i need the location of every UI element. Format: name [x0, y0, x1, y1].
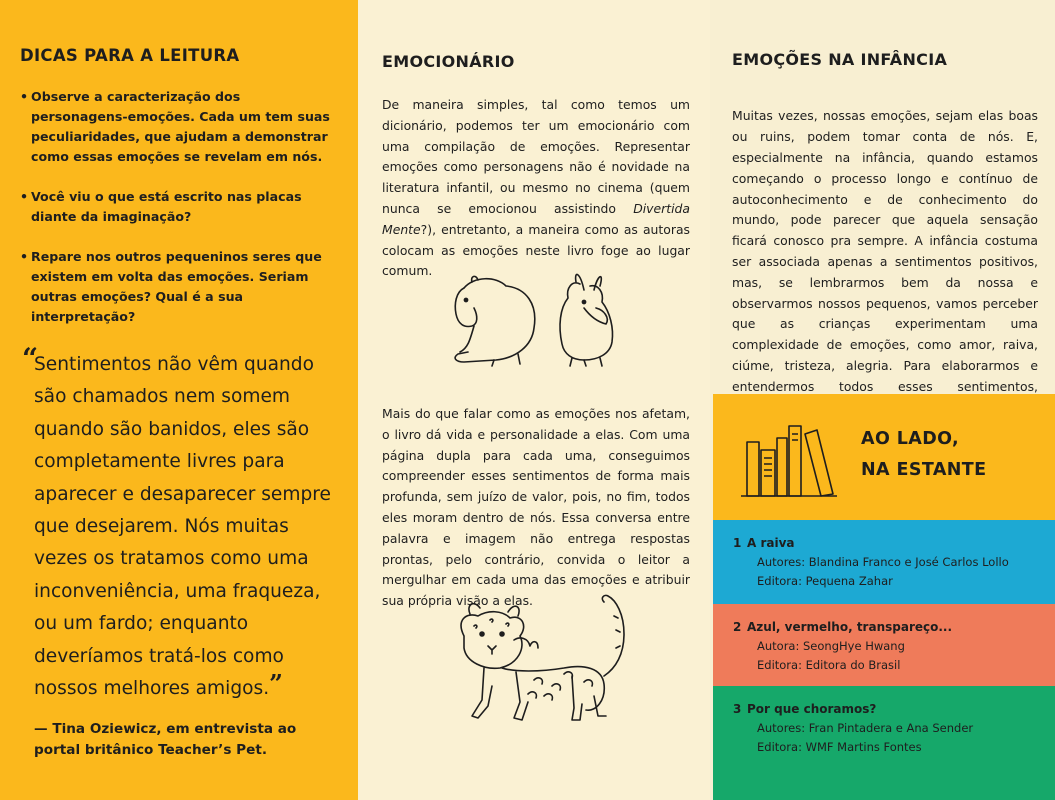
emocionario-paragraph-1 [382, 95, 690, 282]
book-item [713, 604, 1055, 686]
book-item [713, 520, 1055, 604]
quote-text: Sentimentos não vêm quando são chamados nem somem quando são banidos, eles são completamente livres para aparecer e desaparecer sempre que desejarem. Nós muitas vezes os tratamos como uma inconveniência, uma fraqueza, ou um fardo; enquanto deveríamos tratá-los como nossos melhores amigos. [34, 354, 331, 700]
quote-open-mark: “ [22, 342, 39, 375]
quote-close-mark: ” [269, 669, 283, 699]
childhood-paragraph: Muitas vezes, nossas emoções, sejam elas boas ou ruins, podem tomar conta de nós. E, especialmente na infância, quando estamos começando o processo longo e contínuo de autoconhecimento e de conhecimento do mundo, pode parecer que aquela sensação ficará conosco pra sempre. A infância costuma ser associada apenas a sentimentos positivos, mas, se lembrarmos bem da nossa e observarmos nossos pequenos, vamos perceber que as crianças experimentam uma complexidade de emoções, como amor, raiva, ciúme, tristeza, alegria. Para elaborarmos e entendermos todos esses sentimentos, [732, 108, 1038, 394]
shelf-title-line-1: AO LADO, [861, 429, 960, 449]
book-title: Por que choramos? [747, 702, 877, 716]
book-title: A raiva [747, 536, 795, 550]
panel-reading-tips [0, 0, 358, 800]
film-title: Divertida Mente [382, 200, 690, 237]
bookshelf-icon [739, 420, 839, 500]
shelf-title-line-2: NA ESTANTE [861, 460, 987, 480]
book-number: 3 [733, 702, 742, 716]
capybara-illustration [434, 262, 634, 372]
book-publisher: Editora: WMF Martins Fontes [757, 740, 922, 754]
reading-tips-title: DICAS PARA A LEITURA [20, 46, 240, 65]
quote-attribution: — Tina Oziewicz, em entrevista ao portal britânico Teacher’s Pet. [34, 721, 297, 759]
paragraph-1-end: ?), entretanto, a maneira como as autoras colocam as emoções neste livro foge ao lugar comum. [382, 221, 690, 279]
childhood-title: EMOÇÕES NA INFÂNCIA [732, 50, 948, 69]
book-authors: Autora: SeongHye Hwang [757, 639, 905, 653]
bookshelf-header [713, 394, 1055, 520]
tip-item: • Você viu o que está escrito nas placas diante da imaginação? [20, 187, 338, 227]
tips-list [20, 87, 338, 327]
emocionario-title: EMOCIONÁRIO [382, 52, 515, 71]
book-number: 1 [733, 536, 742, 550]
panel-emocionario [358, 0, 710, 800]
book-authors: Autores: Blandina Franco e José Carlos Lollo [757, 555, 1009, 569]
book-publisher: Editora: Editora do Brasil [757, 658, 901, 672]
shelf-title [861, 424, 987, 486]
panel-childhood-emotions [710, 0, 1055, 800]
tip-item: • Repare nos outros pequeninos seres que existem em volta das emoções. Seriam outras emoções? Qual é a sua interpretação? [20, 247, 338, 327]
tip-item: • Observe a caracterização dos personagens-emoções. Cada um tem suas peculiaridades, que ajudam a demonstrar como essas emoções se revelam em nós. [20, 87, 338, 167]
book-authors: Autores: Fran Pintadera e Ana Sender [757, 721, 974, 735]
book-title: Azul, vermelho, transpareço... [747, 620, 953, 634]
emocionario-paragraph-2: Mais do que falar como as emoções nos afetam, o livro dá vida e personalidade a elas. Com uma página dupla para cada uma, conseguimos compreender esses sentimentos de forma mais profunda, sem juízo de valor, pois, no fim, todos eles moram dentro de nós. Essa conversa entre palavra e imagem não entrega respostas prontas, pelo contrário, convida o leitor a mergulhar em cada uma das emoções e atribuir sua própria visão a elas. [382, 406, 690, 609]
quote-block [20, 342, 338, 705]
book-item [713, 686, 1055, 800]
jaguar-illustration [444, 590, 644, 740]
book-publisher: Editora: Pequena Zahar [757, 574, 893, 588]
book-number: 2 [733, 620, 742, 634]
paragraph-1-start: De maneira simples, tal como temos um dicionário, podemos ter um emocionário com uma compilação de emoções. Representar emoções como personagens não é novidade na literatura infantil, ou mesmo no cinema (quem nunca se emocionou assistindo [382, 97, 690, 216]
